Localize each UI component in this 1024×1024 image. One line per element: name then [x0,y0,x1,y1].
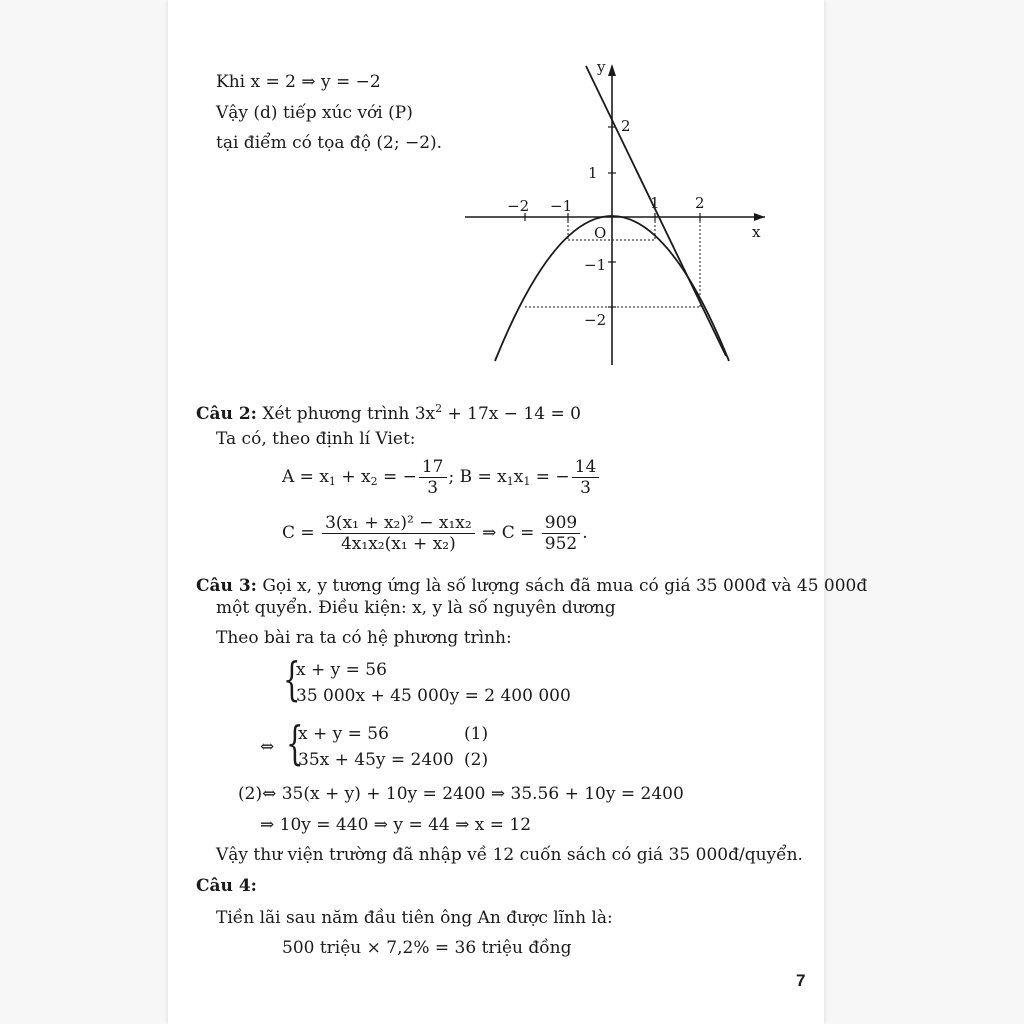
intro-line-2: Vậy (d) tiếp xúc với (P) [216,103,413,123]
label-x: x [752,223,761,241]
cau2-eq-superscript: 2 [435,402,443,415]
intro-line-3: tại điểm có tọa độ (2; −2). [216,133,443,153]
c-prefix: C = [282,523,315,543]
a-fraction [419,457,447,498]
b-sub-2: 1 [523,475,531,488]
cau2-viet-line: Ta có, theo định lí Viet: [216,429,416,449]
b-mid: x [513,467,524,487]
cau2-ab-line [282,455,601,504]
c-denominator: 4x₁x₂(x₁ + x₂) [340,534,456,554]
c-implies: ⇒ C = [482,523,535,543]
c-result-fraction [542,513,580,554]
system-1-eq-1: x + y = 56 [296,660,387,680]
b-sub-1: 1 [506,475,514,488]
system-2-eq-1: x + y = 56 [298,724,389,744]
cau3-step-1: (2)⇔ 35(x + y) + 10y = 2400 ⇒ 35.56 + 10y = 2400 [238,784,684,804]
cau3-step-2: ⇒ 10y = 440 ⇒ y = 44 ⇒ x = 12 [260,815,532,835]
label-y-minus-1: −1 [584,256,607,274]
b-numerator: 14 [572,457,600,478]
cau2-eq-part-a: Xét phương trình 3x [262,404,436,424]
equivalence-symbol: ⇔ [260,737,275,757]
label-x-1: 1 [650,194,660,212]
cau4-heading: Câu 4: [196,876,257,896]
b-equals: = − [530,467,570,487]
a-sub-1: 1 [328,475,336,488]
cau3-line-1 [196,576,867,596]
system-2-eq-2: 35x + 45y = 2400 [298,750,454,770]
a-sub-2: 2 [370,475,378,488]
cau2-c-line [282,511,588,555]
a-numerator: 17 [419,457,447,478]
page-number: 7 [796,971,806,990]
cau3-line-1-text: Gọi x, y tương ứng là số lượng sách đã mua có giá 35 000đ và 45 000đ [262,576,868,596]
cau3-line-2: một quyển. Điều kiện: x, y là số nguyên dương [216,598,616,618]
label-x-minus-2: −2 [507,197,530,215]
a-mid: + x [335,467,371,487]
b-fraction [572,457,600,498]
label-x-minus-1: −1 [550,197,573,215]
label-y-2: 2 [621,117,631,135]
cau3-line-3: Theo bài ra ta có hệ phương trình: [216,628,512,648]
c-period: . [582,523,588,543]
label-origin: O [594,224,607,242]
c-result-numerator: 909 [542,513,580,534]
parabola-tangent-graph [0,0,1024,400]
cau4-line-2: 500 triệu × 7,2% = 36 triệu đồng [282,938,572,958]
b-prefix: ; B = x [448,467,507,487]
equation-tag-2: (2) [464,750,489,770]
cau3-heading: Câu 3: [196,576,257,596]
label-y: y [597,58,606,76]
a-equals: = − [377,467,417,487]
system-1-brace: { [283,652,301,706]
system-1-eq-2: 35 000x + 45 000y = 2 400 000 [296,686,571,706]
x-axis-arrow [754,213,765,221]
cau2-heading: Câu 2: [196,404,257,424]
intro-line-1: Khi x = 2 ⇒ y = −2 [216,72,381,92]
cau2-equation-line [196,399,581,424]
a-denominator: 3 [427,478,439,498]
cau4-line-1: Tiền lãi sau năm đầu tiên ông An được lĩnh là: [216,908,613,928]
label-y-1: 1 [588,164,598,182]
label-x-2: 2 [695,194,705,212]
label-y-minus-2: −2 [584,311,607,329]
cau2-eq-part-b: + 17x − 14 = 0 [442,404,581,424]
equation-tag-1: (1) [464,724,489,744]
y-axis-arrow [608,64,616,76]
c-result-denominator: 952 [544,534,578,554]
b-denominator: 3 [580,478,591,498]
cau3-conclusion: Vậy thư viện trường đã nhập về 12 cuốn sách có giá 35 000đ/quyển. [216,845,803,865]
a-prefix: A = x [282,467,329,487]
c-numerator: 3(x₁ + x₂)² − x₁x₂ [322,513,475,534]
c-fraction [322,513,475,554]
system-2-brace: { [286,716,304,770]
